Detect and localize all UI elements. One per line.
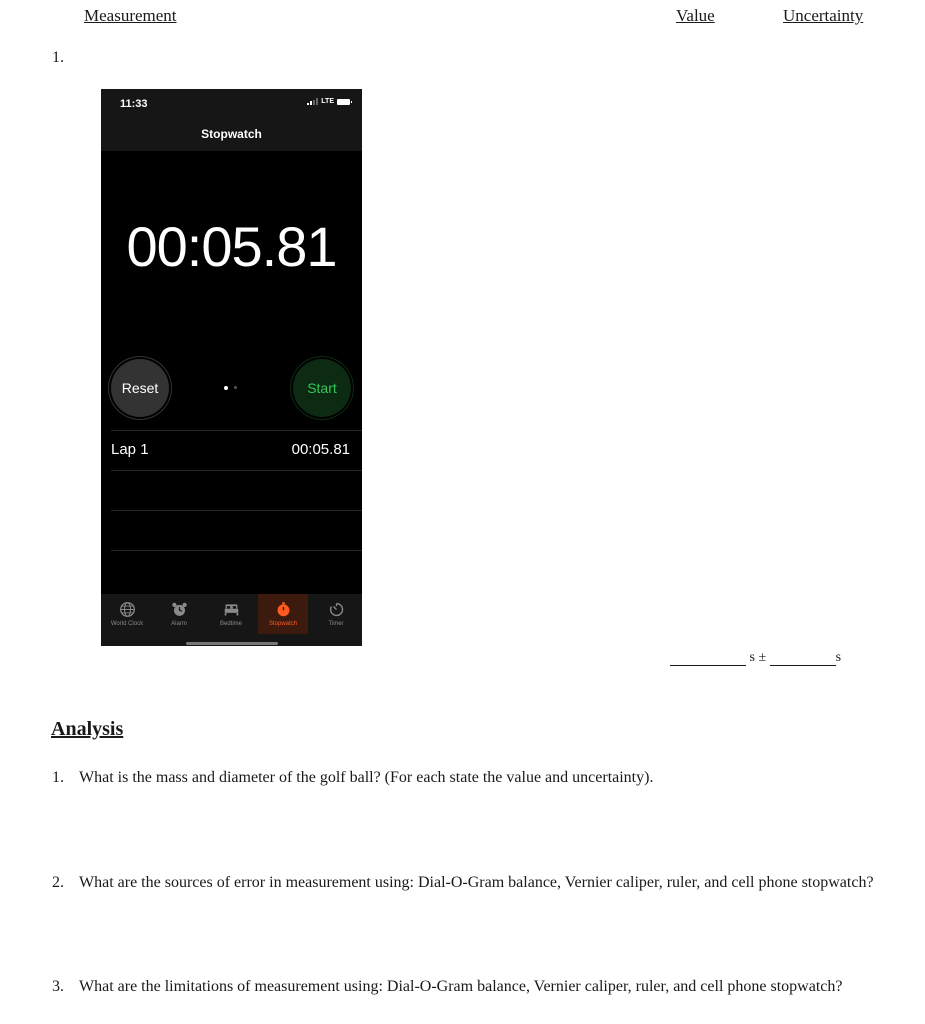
status-indicators (307, 98, 350, 105)
divider (111, 510, 362, 511)
question-text: What are the sources of error in measurement using: Dial-O-Gram balance, Vernier caliper, ruler, and cell phone stopwatch? (79, 874, 874, 891)
tab-label: Timer (328, 621, 344, 627)
value-blank[interactable] (670, 651, 746, 666)
home-indicator (186, 642, 278, 645)
question-2 (52, 872, 882, 893)
lap-time: 00:05.81 (291, 441, 350, 458)
question-1 (52, 767, 882, 788)
tab-bedtime[interactable] (206, 594, 256, 634)
tab-label: Bedtime (219, 621, 242, 627)
tab-label: Stopwatch (268, 621, 298, 627)
bed-icon (223, 601, 240, 618)
tab-label: World Clock (110, 621, 144, 627)
question-number: 3. (52, 978, 64, 995)
stopwatch-screenshot (101, 89, 362, 646)
item-number: 1. (52, 49, 64, 66)
reset-button[interactable]: Reset (111, 359, 169, 417)
divider (111, 470, 362, 471)
battery-icon (337, 99, 350, 105)
start-button[interactable]: Start (293, 359, 351, 417)
network-label: LTE (321, 98, 334, 105)
stopwatch-display: 00:05.81 (126, 215, 337, 278)
analysis-heading: Analysis (51, 718, 124, 740)
question-text: What is the mass and diameter of the golf ball? (For each state the value and uncertainty). (79, 769, 654, 786)
answer-blanks (670, 650, 841, 666)
lap-label: Lap 1 (111, 441, 149, 458)
timer-icon (328, 601, 345, 618)
tab-alarm[interactable] (154, 594, 204, 634)
phone-header (101, 89, 362, 151)
tab-world-clock[interactable] (102, 594, 152, 634)
stopwatch-icon (275, 601, 292, 618)
alarm-clock-icon (171, 601, 188, 618)
tab-label: Alarm (171, 621, 187, 627)
question-number: 1. (52, 769, 64, 786)
signal-icon (307, 98, 318, 105)
uncertainty-header: Uncertainty (783, 6, 864, 25)
tab-timer[interactable] (311, 594, 361, 634)
measurement-header: Measurement (84, 6, 177, 25)
globe-icon (119, 601, 136, 618)
tab-bar (101, 594, 362, 646)
divider (111, 550, 362, 551)
page-dot (234, 386, 237, 389)
value-header: Value (676, 6, 715, 25)
question-3 (52, 976, 882, 997)
app-title: Stopwatch (201, 127, 262, 141)
uncertainty-blank[interactable] (770, 651, 836, 666)
question-number: 2. (52, 874, 64, 891)
divider (111, 430, 362, 431)
value-unit: s ± (749, 650, 767, 665)
uncertainty-unit: s (835, 650, 842, 665)
question-text: What are the limitations of measurement using: Dial-O-Gram balance, Vernier caliper, ruler, and cell phone stopwatch? (79, 978, 843, 995)
tab-stopwatch[interactable] (258, 594, 308, 634)
status-time: 11:33 (120, 98, 148, 110)
page-dot-active (224, 386, 228, 390)
